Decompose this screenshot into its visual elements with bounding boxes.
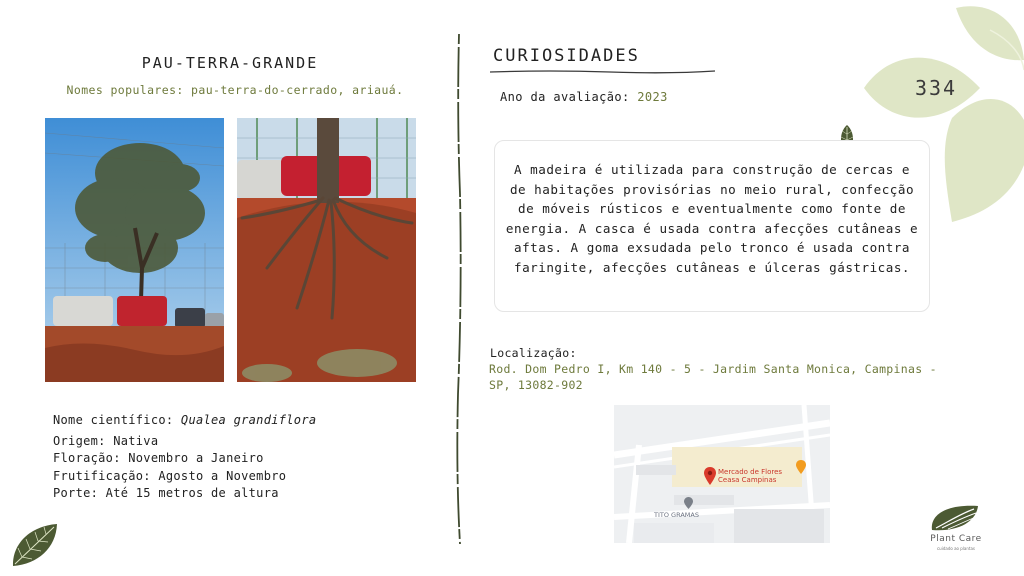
origin: Origem: Nativa [53, 433, 159, 448]
curiosity-text: A madeira é utilizada para construção de cercas e de habitações provisórias no meio rural, confecção de móveis rústicos e eventualmente como fonte de energia. A casca é usada contra afecções cutâneas e aftas. A goma exsudada pelo tronco é usada contra faringite, afecções cutâneas e úlceras gástricas. [505, 162, 919, 275]
location-pin-icon[interactable] [704, 467, 716, 485]
poi-marker-icon[interactable] [684, 497, 693, 509]
plant-care-leaf-icon [918, 500, 994, 534]
plant-care-logo [918, 500, 998, 560]
scientific-name-label: Nome científico: [53, 413, 181, 427]
scientific-name-value: Qualea grandiflora [180, 413, 317, 427]
location-map[interactable] [614, 405, 830, 543]
map-place-line1: Mercado de Flores [718, 468, 783, 476]
map-poi-label: TITO GRAMAS [654, 511, 699, 519]
roots-photo [237, 118, 416, 382]
fruiting: Frutificação: Agosto a Novembro [53, 468, 287, 483]
popular-names: Nomes populares: pau-terra-do-cerrado, ariauá. [66, 83, 404, 97]
location-label: Localização: [490, 346, 577, 360]
evaluation-year [500, 90, 668, 104]
food-poi-icon[interactable] [796, 460, 806, 474]
plant-title: PAU-TERRA-GRANDE [141, 54, 319, 72]
plant-facts [53, 412, 316, 503]
location-address: Rod. Dom Pedro I, Km 140 - 5 - Jardim Santa Monica, Campinas - SP, 13082-902 [489, 362, 937, 392]
map-place-line2: Ceasa Campinas [718, 476, 777, 484]
year-label: Ano da avaliação: [500, 90, 638, 104]
vertical-divider [452, 34, 466, 544]
curiosities-title: CURIOSIDADES [493, 46, 640, 66]
curiosity-card [494, 140, 930, 312]
map-place-label [718, 468, 782, 484]
brand-tagline: cuidado ao plantas [936, 546, 975, 551]
size: Porte: Até 15 metros de altura [53, 486, 279, 500]
tree-photo [45, 118, 224, 382]
brand-name: Plant Care [930, 534, 982, 544]
plant-number-badge: 334 [914, 76, 958, 100]
leaf-icon [10, 522, 60, 568]
year-value: 2023 [637, 90, 668, 104]
title-underline [490, 68, 715, 76]
scientific-name-row [53, 412, 316, 430]
flowering: Floração: Novembro a Janeiro [53, 451, 264, 465]
